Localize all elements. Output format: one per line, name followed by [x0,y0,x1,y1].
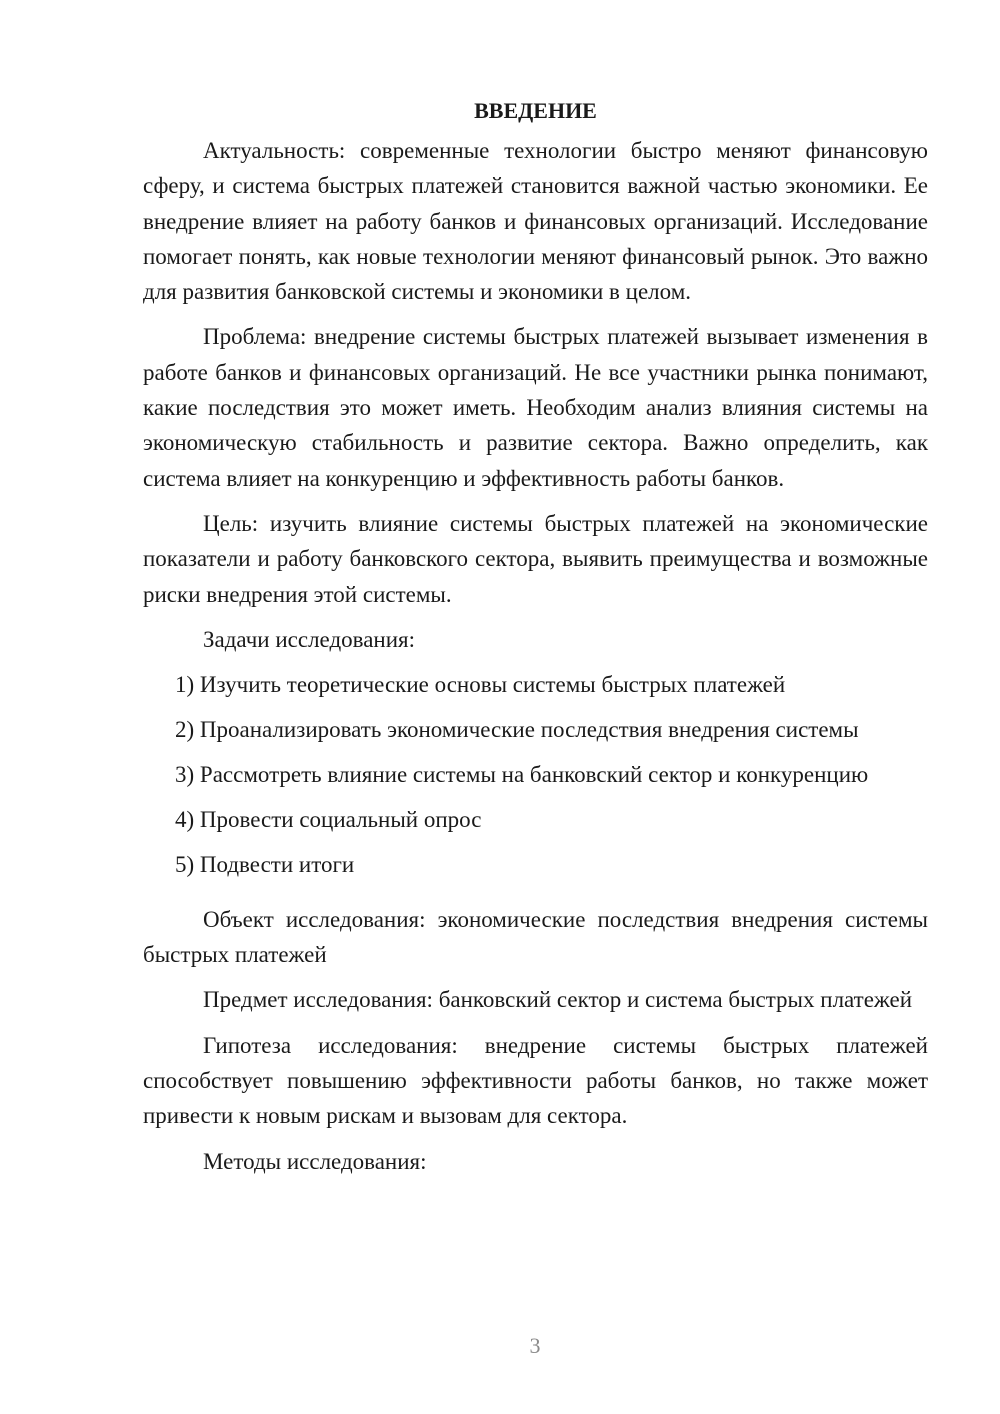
goal-paragraph: Цель: изучить влияние системы быстрых платежей на экономические показатели и работу банковского сектора, выявить преимущества и возможные риски внедрения этой системы. [143,510,928,607]
task-item: 2) Проанализировать экономические последствия внедрения системы [175,716,859,742]
subject-paragraph: Предмет исследования: банковский сектор и система быстрых платежей [203,987,913,1013]
page-content [143,93,928,1179]
task-item: 5) Подвести итоги [175,851,355,877]
section-heading: ВВЕДЕНИЕ [474,98,597,123]
methods-label: Методы исследования: [203,1148,427,1174]
task-item: 4) Провести социальный опрос [175,806,482,832]
tasks-list [143,667,928,892]
object-paragraph: Объект исследования: экономические последствия внедрения системы быстрых платежей [143,906,928,968]
tasks-label: Задачи исследования: [203,626,416,652]
task-item: 1) Изучить теоретические основы системы быстрых платежей [175,671,786,697]
problem-paragraph: Проблема: внедрение системы быстрых платежей вызывает изменения в работе банков и финансовых организаций. Не все участники рынка понимают, какие последствия это может иметь. Необходим анализ влияния системы на экономическую стабильность и развитие сектора. Важно определить, как система влияет на конкуренцию и эффективность работы банков. [143,324,928,491]
task-item: 3) Рассмотреть влияние системы на банковский сектор и конкуренцию [175,761,869,787]
hypothesis-paragraph: Гипотеза исследования: внедрение системы быстрых платежей способствует повышению эффективности работы банков, но также может привести к новым рискам и вызовам для сектора. [143,1032,928,1129]
relevance-paragraph: Актуальность: современные технологии быстро меняют финансовую сферу, и система быстрых платежей становится важной частью экономики. Ее внедрение влияет на работу банков и финансовых организаций. Исследование помогает понять, как новые технологии меняют финансовый рынок. Это важно для развития банковской системы и экономики в целом. [143,138,928,305]
page-number: 3 [529,1333,541,1358]
